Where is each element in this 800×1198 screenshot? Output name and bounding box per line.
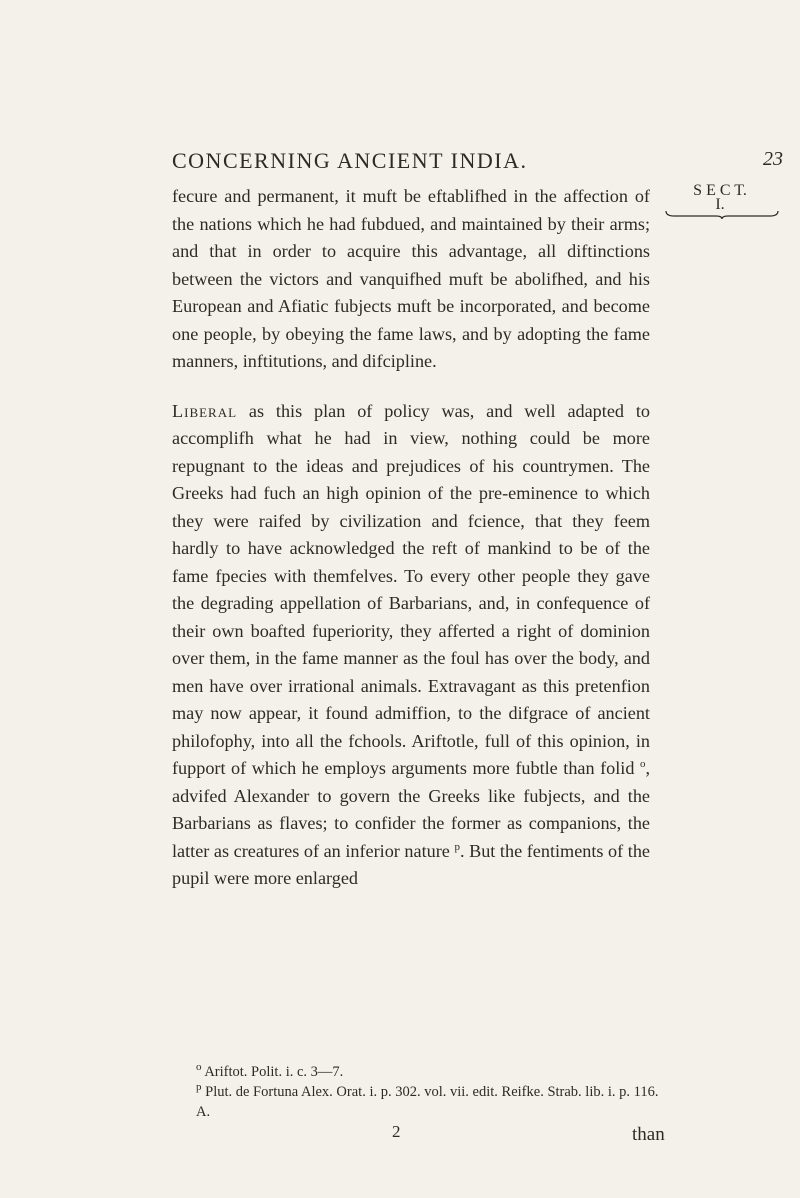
signature-mark: 2 [392,1122,401,1141]
paragraph-1: fecure and permanent, it muft be eftablifhed in the affection of the nations which he had fubdued, and maintained by their arms; and that in order to acquire this advantage, all diftinctions between the victors and vanquifhed muft be abolifhed, and his European and Afiatic fubjects muft be incorporated, and become one people, by obeying the fame laws, and by adopting the fame manners, inftitutions, and difcipline. [172,186,650,371]
margin-note-number: I. [715,196,725,213]
footnote-o [196,1062,666,1082]
paragraph-2-lead: Liberal [172,400,238,421]
margin-note-section: S E C T. [693,182,747,199]
page-number: 23 [763,148,783,170]
footnote-text: Ariftot. Polit. i. c. 3—7. [201,1064,344,1080]
footnotes [196,1062,666,1122]
catchword: than [632,1124,665,1145]
footnote-ref-p[interactable]: p [454,840,460,853]
paragraph-2-text-c: . But the fentiments of the pupil were more enlarged [172,840,651,888]
footnote-p [196,1082,666,1122]
footnote-ref-o[interactable]: o [639,757,646,770]
margin-note [660,184,780,212]
margin-brace [664,210,780,220]
running-title: CONCERNING ANCIENT INDIA. [172,148,528,173]
paragraph-2-text-b: , advifed Alexander to govern the Greeks like fubjects, and the Barbarians as flaves; to confider the former as companions, the latter as creatures of an inferior nature [172,758,650,861]
paragraph-2 [172,398,650,893]
paragraph-2-text-a: as this plan of policy was, and well adapted to accomplifh what he had in view, nothing could be more repugnant to the ideas and prejudices of his countrymen. The Greeks had fuch an high opinion of the pre-eminence to which they were raifed by civilization and fcience, that they feem hardly to have acknowledged the reft of mankind to be of the fame fpecies with themfelves. To every other people they gave the degrading appellation of Barbarians, and, in confequence of their own boafted fuperiority, they afferted a right of dominion over them, in the fame manner as the foul has over the body, and men have over irrational animals. Extravagant as this pretenfion may now appear, it found admiffion, to the difgrace of ancient philofophy, into all the fchools. Ariftotle, full of this opinion, in fupport of which he employs arguments more fubtle than folid [172,400,650,778]
footnote-mark: p [196,1081,202,1094]
footnote-mark: o [196,1061,202,1074]
footnote-text: Plut. de Fortuna Alex. Orat. i. p. 302. vol. vii. edit. Reifke. Strab. lib. i. p. 116. A. [196,1084,659,1120]
body-text [172,183,650,893]
